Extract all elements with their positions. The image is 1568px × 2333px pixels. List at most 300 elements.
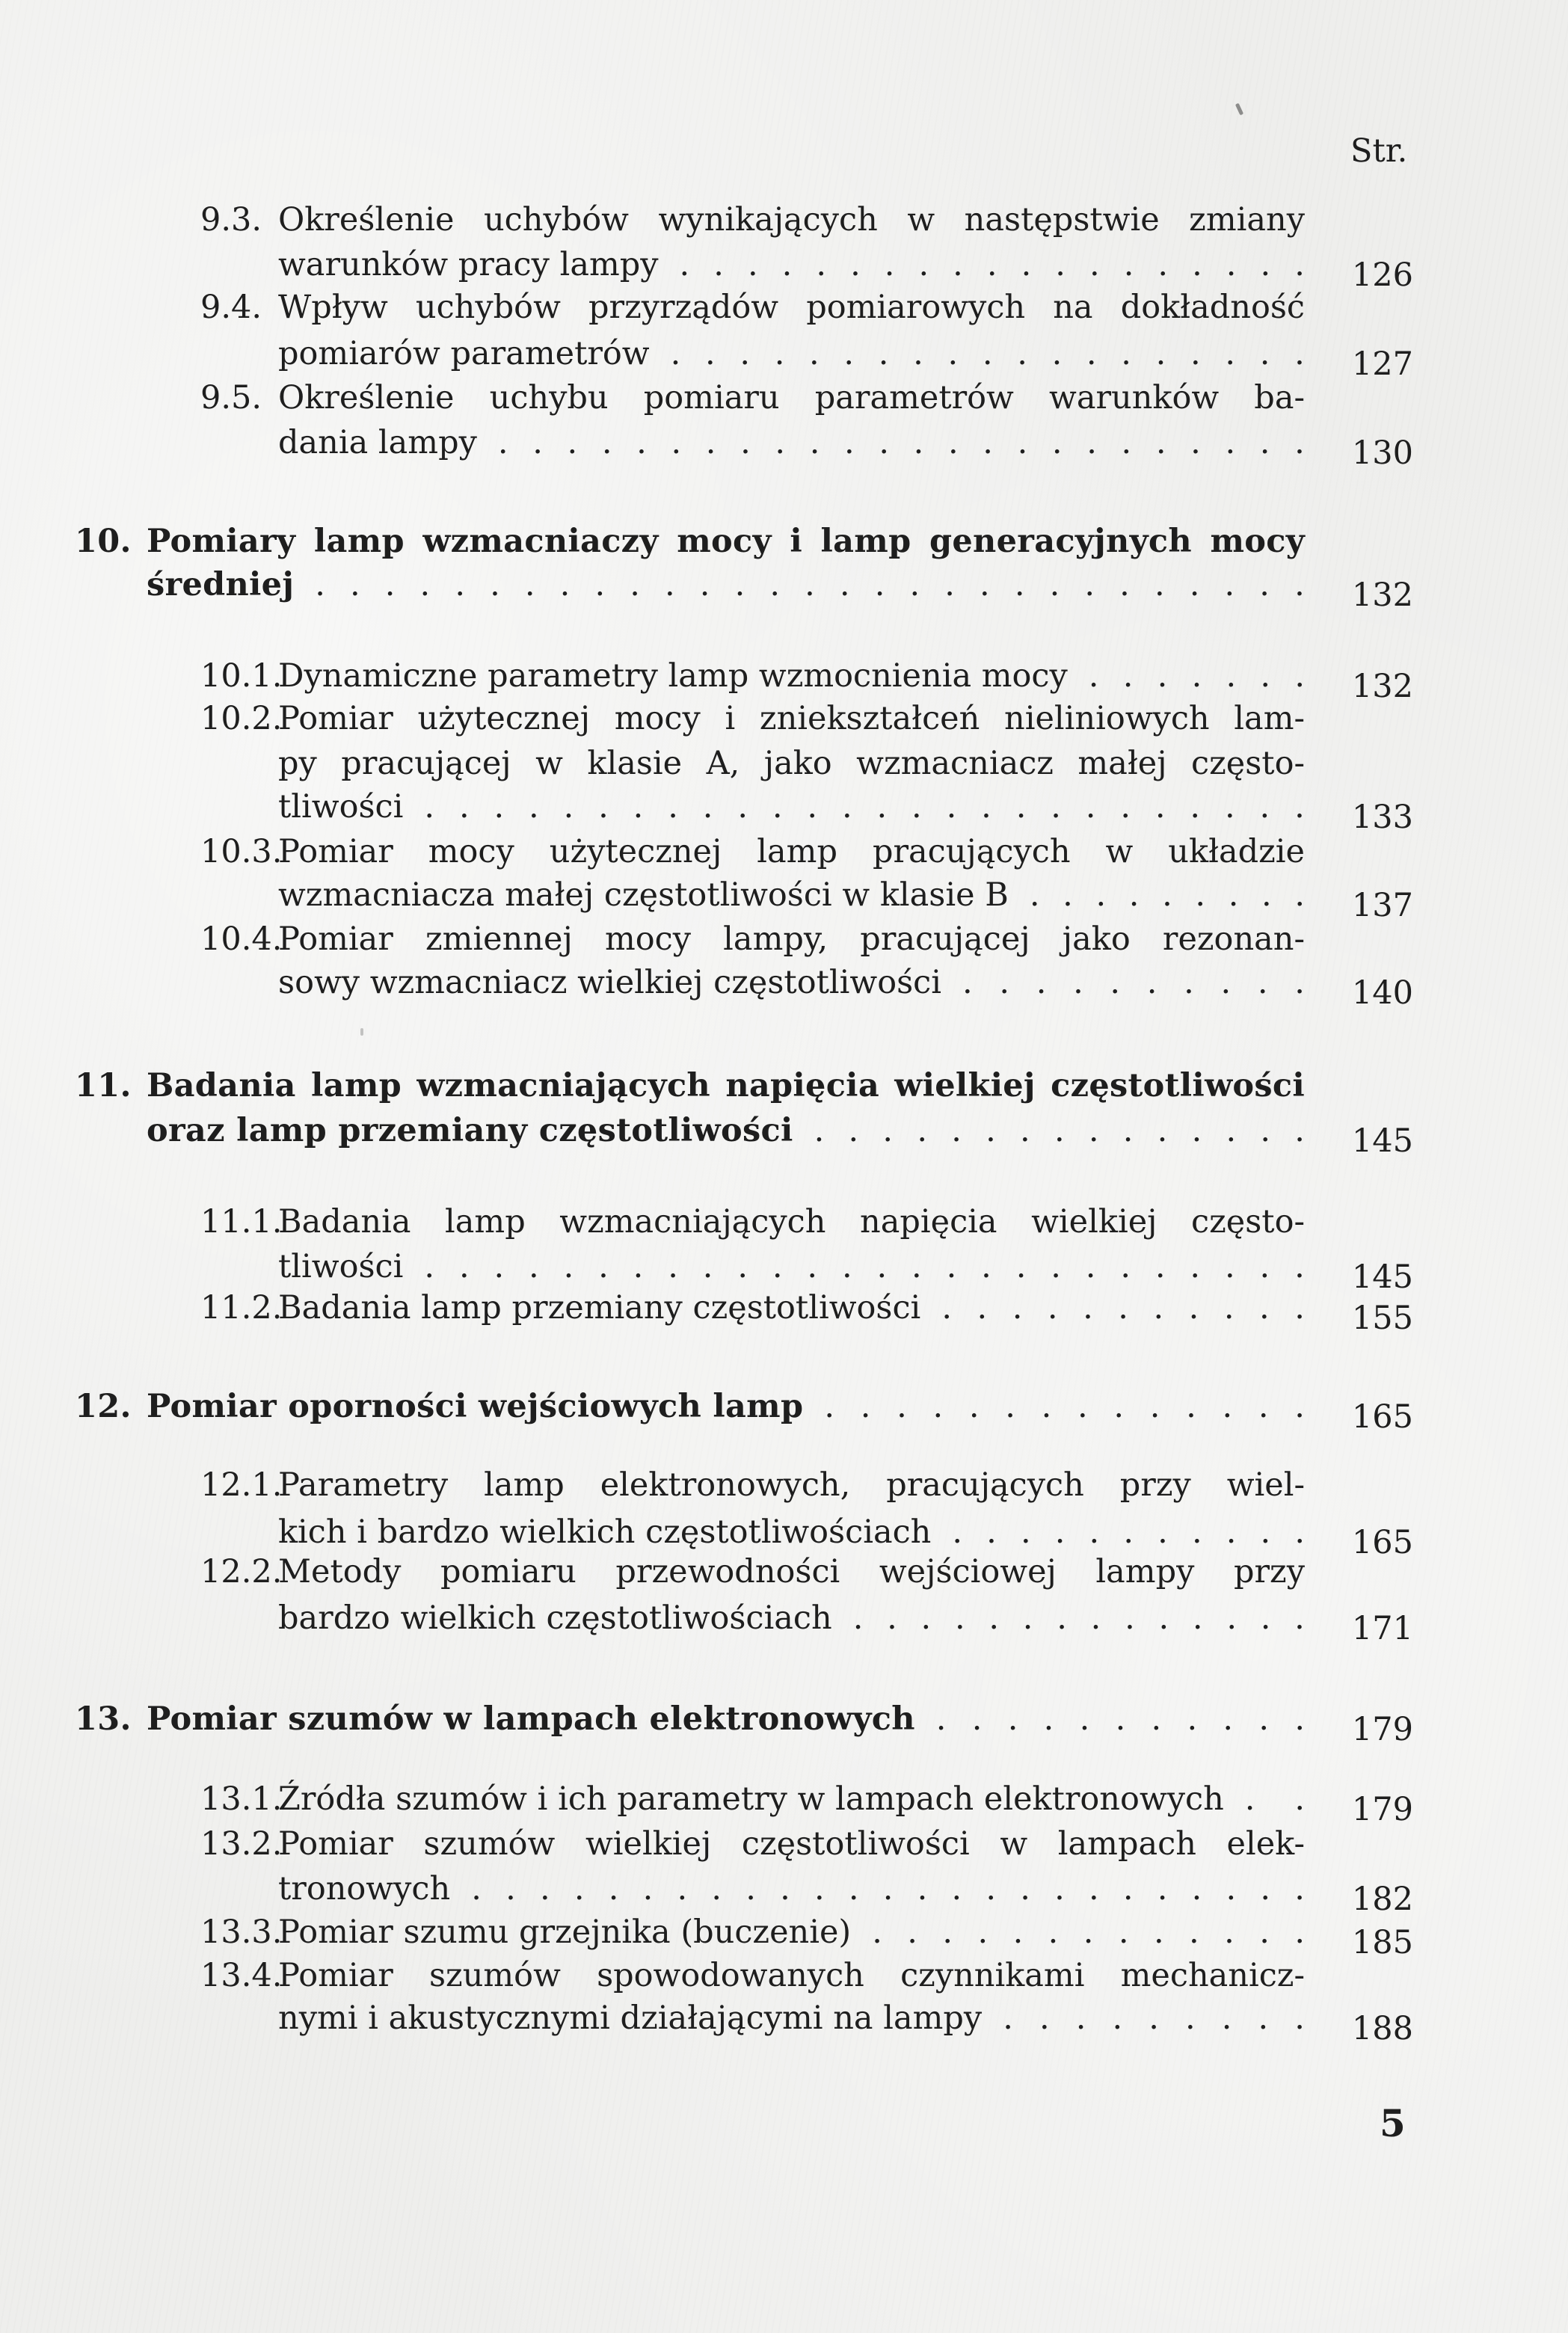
leader-dot: . bbox=[1294, 1513, 1305, 1551]
entry-number: 13.3. bbox=[200, 1914, 283, 1951]
leader-dot: . bbox=[1077, 1388, 1088, 1425]
leader-dot: . bbox=[772, 788, 783, 826]
leader-dot: . bbox=[1294, 424, 1305, 461]
entry-title-line: kich i bardzo wielkich częstotliwościach bbox=[278, 1513, 932, 1551]
leader-dot: . bbox=[1294, 1599, 1305, 1637]
leader-dot: . bbox=[1259, 1914, 1270, 1951]
leader-dot: . bbox=[1155, 335, 1166, 372]
leader-dot: . bbox=[1294, 1870, 1305, 1908]
leader-dot: . bbox=[932, 1388, 944, 1425]
leader-dot: . bbox=[1294, 788, 1305, 826]
leader-dot: . bbox=[874, 566, 885, 603]
entry-number: 10.1. bbox=[200, 657, 283, 695]
leader-dot: . bbox=[671, 424, 682, 461]
entry-title-line: Pomiar użytecznej mocy i zniekształceń nieliniowych lam- bbox=[278, 700, 1305, 737]
entry-title-line: Określenie uchybu pomiaru parametrów warunków ba- bbox=[278, 379, 1305, 417]
entry-number: 13.2. bbox=[200, 1825, 283, 1863]
leader-dots bbox=[824, 1388, 1305, 1425]
leader-dot: . bbox=[1258, 2000, 1269, 2037]
leader-dot: . bbox=[1260, 1513, 1271, 1551]
leader-dot: . bbox=[953, 246, 963, 283]
entry-title-line: sowy wzmacniacz wielkiej częstotliwości bbox=[278, 964, 941, 1001]
leader-dot: . bbox=[642, 1870, 654, 1908]
leader-dot: . bbox=[941, 1289, 952, 1327]
leader-dot: . bbox=[983, 424, 993, 461]
leader-dot: . bbox=[848, 1112, 859, 1149]
leader-dot: . bbox=[1294, 1248, 1305, 1285]
leader-dot: . bbox=[1088, 1870, 1099, 1908]
leader-dot: . bbox=[1003, 2000, 1013, 2037]
leader-dot: . bbox=[601, 424, 612, 461]
leader-dot: . bbox=[1226, 1112, 1237, 1149]
entry-title-line: bardzo wielkich częstotliwościach bbox=[278, 1599, 832, 1637]
leader-dot: . bbox=[598, 1248, 609, 1285]
leader-dot: . bbox=[1190, 335, 1201, 372]
entry-number: 10. bbox=[75, 523, 132, 560]
leader-dots bbox=[424, 1248, 1305, 1285]
leader-dot: . bbox=[1260, 246, 1271, 283]
leader-dot: . bbox=[1085, 788, 1096, 826]
entry-page-number[interactable]: 127 bbox=[1351, 345, 1413, 383]
leader-dot: . bbox=[1259, 1289, 1270, 1327]
leader-dot: . bbox=[1015, 788, 1027, 826]
leader-dot: . bbox=[1020, 1513, 1031, 1551]
leader-dot: . bbox=[668, 788, 678, 826]
leader-dots bbox=[1088, 657, 1305, 695]
leader-dot: . bbox=[1154, 566, 1165, 603]
leader-dot: . bbox=[1260, 1870, 1270, 1908]
leader-dot: . bbox=[315, 566, 325, 603]
entry-page-number[interactable]: 145 bbox=[1351, 1258, 1413, 1296]
leader-dot: . bbox=[1259, 424, 1270, 461]
leader-dot: . bbox=[841, 788, 852, 826]
entry-title-line: Parametry lamp elektronowych, pracujących przy wiel- bbox=[278, 1466, 1305, 1504]
leader-dot: . bbox=[633, 788, 644, 826]
leader-dot: . bbox=[1048, 1914, 1059, 1951]
leader-dots bbox=[315, 566, 1305, 603]
leader-dot: . bbox=[1029, 876, 1040, 914]
leader-dot: . bbox=[860, 1388, 871, 1425]
entry-title-line: tliwości bbox=[278, 1248, 404, 1285]
leader-dot: . bbox=[1224, 788, 1235, 826]
leader-dot: . bbox=[1055, 246, 1066, 283]
leader-dot: . bbox=[951, 1112, 962, 1149]
entry-page-number[interactable]: 130 bbox=[1351, 434, 1413, 472]
leader-dot: . bbox=[1259, 566, 1270, 603]
leader-dot: . bbox=[1041, 1388, 1052, 1425]
leader-dot: . bbox=[1258, 1388, 1269, 1425]
leader-dot: . bbox=[1157, 246, 1169, 283]
leader-dot: . bbox=[563, 788, 574, 826]
leader-dot: . bbox=[1015, 1248, 1027, 1285]
entry-title-line: tronowych bbox=[278, 1870, 451, 1908]
leader-dot: . bbox=[1294, 1914, 1305, 1951]
leader-dot: . bbox=[909, 566, 920, 603]
scan-speck bbox=[360, 1028, 363, 1036]
leader-dot: . bbox=[1261, 876, 1272, 914]
leader-dot: . bbox=[563, 1248, 574, 1285]
leader-dot: . bbox=[876, 788, 888, 826]
leader-dots bbox=[670, 335, 1305, 372]
leader-dot: . bbox=[1162, 876, 1172, 914]
entry-page-number[interactable]: 165 bbox=[1351, 1524, 1413, 1561]
leader-dot: . bbox=[809, 335, 820, 372]
leader-dot: . bbox=[944, 566, 955, 603]
leader-dot: . bbox=[971, 1700, 983, 1738]
leader-dot: . bbox=[1186, 1388, 1196, 1425]
leader-dot: . bbox=[1155, 788, 1166, 826]
leader-dot: . bbox=[1118, 1289, 1128, 1327]
leader-dot: . bbox=[774, 335, 785, 372]
leader-dots bbox=[814, 1112, 1305, 1149]
entry-number: 11.1. bbox=[200, 1203, 283, 1241]
leader-dot: . bbox=[1014, 566, 1025, 603]
leader-dot: . bbox=[1157, 657, 1168, 695]
leader-dot: . bbox=[917, 1112, 927, 1149]
entry-number: 9.3. bbox=[200, 201, 262, 239]
leader-dot: . bbox=[907, 1914, 917, 1951]
leader-dot: . bbox=[1191, 1870, 1202, 1908]
entry-page-number[interactable]: 155 bbox=[1351, 1300, 1413, 1337]
leader-dot: . bbox=[1089, 1513, 1100, 1551]
leader-dot: . bbox=[876, 1248, 888, 1285]
leader-dot: . bbox=[884, 246, 895, 283]
leader-dot: . bbox=[1022, 1599, 1033, 1637]
leader-dot: . bbox=[1223, 1289, 1235, 1327]
leader-dot: . bbox=[935, 1700, 947, 1738]
leader-dot: . bbox=[702, 1248, 713, 1285]
leader-dot: . bbox=[878, 335, 889, 372]
entry-title-line: Badania lamp wzmacniających napięcia wielkiej często- bbox=[278, 1203, 1305, 1241]
leader-dot: . bbox=[917, 1870, 928, 1908]
leader-dot: . bbox=[668, 1248, 678, 1285]
leader-dot: . bbox=[1224, 1248, 1235, 1285]
entry-page-number[interactable]: 126 bbox=[1351, 256, 1413, 294]
leader-dot: . bbox=[1085, 1248, 1096, 1285]
entry-number: 9.4. bbox=[200, 289, 262, 326]
leader-dot: . bbox=[567, 424, 578, 461]
leader-dot: . bbox=[942, 1914, 953, 1951]
leader-dot: . bbox=[781, 246, 793, 283]
leader-dot: . bbox=[1047, 1289, 1058, 1327]
leader-dot: . bbox=[1260, 657, 1271, 695]
leader-dot: . bbox=[1192, 246, 1202, 283]
leader-dot: . bbox=[1122, 657, 1134, 695]
leader-dots bbox=[941, 1289, 1305, 1327]
leader-dot: . bbox=[490, 566, 500, 603]
leader-dot: . bbox=[1189, 566, 1200, 603]
entry-number: 12. bbox=[75, 1388, 132, 1425]
leader-dot: . bbox=[1110, 964, 1121, 1001]
leader-dot: . bbox=[349, 566, 360, 603]
leader-dot: . bbox=[471, 1870, 482, 1908]
leader-dot: . bbox=[1260, 1112, 1271, 1149]
leader-dot: . bbox=[559, 566, 571, 603]
leader-dot: . bbox=[839, 566, 850, 603]
leader-dot: . bbox=[1017, 335, 1027, 372]
leader-dot: . bbox=[1294, 1780, 1305, 1818]
entry-page-number[interactable]: 165 bbox=[1351, 1398, 1413, 1436]
leader-dot: . bbox=[1153, 1914, 1164, 1951]
leader-dot: . bbox=[947, 335, 959, 372]
leader-dot: . bbox=[887, 1599, 897, 1637]
entry-page-number[interactable]: 185 bbox=[1351, 1924, 1413, 1961]
leader-dot: . bbox=[529, 1248, 539, 1285]
leader-dot: . bbox=[1223, 1700, 1234, 1738]
leader-dot: . bbox=[702, 788, 713, 826]
leader-dot: . bbox=[977, 1914, 989, 1951]
leader-dot: . bbox=[1021, 246, 1032, 283]
leader-dots bbox=[962, 964, 1305, 1001]
leader-dot: . bbox=[1157, 1870, 1168, 1908]
leader-dot: . bbox=[1151, 1700, 1162, 1738]
leader-dot: . bbox=[1184, 964, 1194, 1001]
leader-dot: . bbox=[1090, 1599, 1101, 1637]
entry-title-line: Pomiar mocy użytecznej lamp pracujących w układzie bbox=[278, 833, 1305, 870]
leader-dot: . bbox=[1225, 424, 1236, 461]
leader-dot: . bbox=[1146, 964, 1157, 1001]
entry-page-number[interactable]: 171 bbox=[1351, 1610, 1413, 1647]
leader-dot: . bbox=[1294, 657, 1305, 695]
leader-dot: . bbox=[1188, 1289, 1199, 1327]
leader-dot: . bbox=[1294, 876, 1305, 914]
leader-dot: . bbox=[713, 246, 724, 283]
leader-dot: . bbox=[1020, 1112, 1030, 1149]
leader-dot: . bbox=[598, 788, 609, 826]
leader-dot: . bbox=[897, 1388, 907, 1425]
leader-dot: . bbox=[574, 1870, 585, 1908]
leader-dot: . bbox=[775, 424, 786, 461]
entry-page-number[interactable]: 182 bbox=[1351, 1881, 1413, 1918]
leader-dot: . bbox=[384, 566, 396, 603]
leader-dot: . bbox=[1294, 335, 1305, 372]
leader-dot: . bbox=[1120, 1248, 1131, 1285]
leader-dot: . bbox=[633, 1248, 644, 1285]
entry-title-line: Pomiar szumów spowodowanych czynnikami mechanicz- bbox=[278, 1957, 1305, 1994]
leader-dot: . bbox=[807, 1248, 818, 1285]
leader-dot: . bbox=[1051, 1248, 1061, 1285]
leader-dot: . bbox=[1020, 1870, 1030, 1908]
leader-dot: . bbox=[986, 1513, 997, 1551]
page-number: 5 bbox=[1380, 2101, 1406, 2145]
leader-dot: . bbox=[816, 246, 827, 283]
leader-dot: . bbox=[986, 246, 997, 283]
leader-dot: . bbox=[737, 1248, 748, 1285]
leader-dot: . bbox=[1063, 876, 1073, 914]
leader-dot: . bbox=[1155, 424, 1166, 461]
leader-dot: . bbox=[1226, 1870, 1237, 1908]
leader-dots bbox=[872, 1916, 1305, 1949]
leader-dot: . bbox=[1122, 1870, 1134, 1908]
leader-dot: . bbox=[1192, 1599, 1203, 1637]
leader-dot: . bbox=[630, 566, 640, 603]
entry-title-line: Badania lamp przemiany częstotliwości bbox=[278, 1289, 921, 1327]
leader-dot: . bbox=[1294, 1289, 1305, 1327]
entry-title-line: Pomiar szumów w lampach elektronowych bbox=[147, 1700, 915, 1738]
leader-dot: . bbox=[1244, 1780, 1255, 1818]
leader-dot: . bbox=[532, 424, 543, 461]
leader-dot: . bbox=[920, 1599, 932, 1637]
leader-dot: . bbox=[1012, 1914, 1024, 1951]
leader-dot: . bbox=[1086, 335, 1097, 372]
leader-dot: . bbox=[679, 246, 690, 283]
leader-dot: . bbox=[677, 1870, 688, 1908]
leader-dot: . bbox=[1123, 246, 1134, 283]
leader-dot: . bbox=[1113, 1388, 1124, 1425]
leader-dot: . bbox=[419, 566, 431, 603]
leader-dot: . bbox=[1122, 1112, 1134, 1149]
leader-dot: . bbox=[769, 566, 781, 603]
entry-page-number[interactable]: 137 bbox=[1351, 887, 1413, 924]
entry-page-number[interactable]: 179 bbox=[1351, 1711, 1413, 1748]
leader-dot: . bbox=[952, 1513, 963, 1551]
leader-dot: . bbox=[505, 1870, 516, 1908]
leader-dots bbox=[935, 1700, 1305, 1738]
leader-dot: . bbox=[879, 424, 890, 461]
leader-dot: . bbox=[1051, 335, 1063, 372]
leader-dot: . bbox=[1123, 1513, 1134, 1551]
entry-title-line: średniej bbox=[147, 566, 295, 603]
leader-dot: . bbox=[1191, 1112, 1202, 1149]
leader-dot: . bbox=[1294, 1388, 1305, 1425]
entry-page-number[interactable]: 145 bbox=[1351, 1122, 1413, 1160]
entry-title-line: nymi i akustycznymi działającymi na lampy bbox=[278, 2000, 983, 2037]
leader-dot: . bbox=[497, 424, 508, 461]
leader-dot: . bbox=[1224, 566, 1235, 603]
leader-dot: . bbox=[980, 566, 990, 603]
leader-dot: . bbox=[1149, 2000, 1159, 2037]
leader-dot: . bbox=[913, 335, 923, 372]
leader-dot: . bbox=[1089, 246, 1100, 283]
leader-dot: . bbox=[989, 1599, 1000, 1637]
leader-dot: . bbox=[1149, 1388, 1160, 1425]
leader-dot: . bbox=[947, 424, 959, 461]
leader-dot: . bbox=[740, 335, 750, 372]
leader-dot: . bbox=[951, 1870, 962, 1908]
leader-dot: . bbox=[704, 335, 716, 372]
leader-dot: . bbox=[882, 1112, 894, 1149]
leader-dot: . bbox=[1191, 657, 1202, 695]
leader-dot: . bbox=[999, 964, 1010, 1001]
leader-dot: . bbox=[424, 1248, 435, 1285]
leader-dot: . bbox=[1118, 1914, 1129, 1951]
leader-dot: . bbox=[1049, 566, 1060, 603]
entry-title-line: py pracującej w klasie A, jako wzmacniacz małej często- bbox=[278, 745, 1305, 782]
leader-dots bbox=[424, 788, 1305, 826]
entry-number: 12.2. bbox=[200, 1553, 283, 1590]
leader-dot: . bbox=[665, 566, 675, 603]
leader-dot: . bbox=[737, 788, 748, 826]
leader-dot: . bbox=[1220, 964, 1232, 1001]
entry-page-number[interactable]: 140 bbox=[1351, 974, 1413, 1012]
leader-dot: . bbox=[986, 1870, 996, 1908]
entry-title-line: oraz lamp przemiany częstotliwości bbox=[147, 1112, 793, 1149]
leader-dot: . bbox=[1119, 566, 1130, 603]
leader-dot: . bbox=[850, 246, 861, 283]
leader-dot: . bbox=[946, 1248, 957, 1285]
leader-dot: . bbox=[1259, 788, 1270, 826]
leader-dot: . bbox=[1075, 2000, 1086, 2037]
leader-dot: . bbox=[1073, 964, 1083, 1001]
leader-dot: . bbox=[1258, 1700, 1270, 1738]
leader-dot: . bbox=[1088, 657, 1099, 695]
scan-speck bbox=[1235, 103, 1243, 116]
leader-dot: . bbox=[539, 1870, 550, 1908]
leader-dots bbox=[852, 1599, 1305, 1637]
leader-dot: . bbox=[1226, 246, 1237, 283]
leader-dot: . bbox=[1190, 1248, 1201, 1285]
entry-number: 10.4. bbox=[200, 920, 283, 958]
leader-dot: . bbox=[918, 246, 929, 283]
leader-dot: . bbox=[814, 1870, 825, 1908]
entry-page-number[interactable]: 188 bbox=[1351, 2010, 1413, 2047]
leader-dot: . bbox=[1257, 964, 1268, 1001]
leader-dot: . bbox=[1095, 876, 1107, 914]
entry-page-number[interactable]: 132 bbox=[1351, 577, 1413, 614]
leader-dot: . bbox=[1054, 1870, 1065, 1908]
leader-dot: . bbox=[455, 566, 465, 603]
leader-dot: . bbox=[1294, 246, 1305, 283]
leader-dot: . bbox=[1157, 1513, 1168, 1551]
leader-dot: . bbox=[841, 1248, 852, 1285]
leader-dots bbox=[952, 1513, 1305, 1551]
leader-dot: . bbox=[1228, 876, 1239, 914]
leader-dots bbox=[1003, 2002, 1305, 2035]
leader-dot: . bbox=[968, 1388, 980, 1425]
leader-dot: . bbox=[670, 335, 681, 372]
leader-dot: . bbox=[1121, 424, 1132, 461]
leader-dot: . bbox=[772, 1248, 783, 1285]
leader-dot: . bbox=[977, 1289, 988, 1327]
entry-title-line: Badania lamp wzmacniających napięcia wielkiej częstotliwości bbox=[147, 1067, 1305, 1104]
entry-title-line: dania lampy bbox=[278, 424, 477, 461]
leader-dot: . bbox=[1260, 1599, 1271, 1637]
leader-dot: . bbox=[494, 1248, 505, 1285]
leader-dot: . bbox=[1012, 1289, 1023, 1327]
leader-dot: . bbox=[1224, 1914, 1235, 1951]
entry-page-number[interactable]: 132 bbox=[1351, 668, 1413, 705]
leader-dot: . bbox=[1225, 335, 1236, 372]
leader-dot: . bbox=[1157, 1112, 1168, 1149]
leader-dot: . bbox=[1083, 1289, 1093, 1327]
leader-dot: . bbox=[1259, 1248, 1270, 1285]
entry-page-number[interactable]: 179 bbox=[1351, 1791, 1413, 1828]
leader-dot: . bbox=[636, 424, 647, 461]
leader-dot: . bbox=[1226, 1599, 1237, 1637]
entry-title-line: Dynamiczne parametry lamp wzmocnienia mocy bbox=[278, 657, 1068, 695]
leader-dot: . bbox=[882, 1870, 894, 1908]
leader-dots bbox=[679, 246, 1305, 283]
leader-dot: . bbox=[705, 424, 716, 461]
leader-dot: . bbox=[608, 1870, 619, 1908]
leader-dot: . bbox=[824, 1388, 834, 1425]
leader-dot: . bbox=[911, 1248, 922, 1285]
leader-dot: . bbox=[1051, 788, 1061, 826]
leader-dot: . bbox=[1121, 335, 1131, 372]
leader-dot: . bbox=[986, 1112, 996, 1149]
leader-dot: . bbox=[981, 788, 991, 826]
leader-dot: . bbox=[745, 1870, 756, 1908]
leader-dot: . bbox=[1226, 1513, 1237, 1551]
leader-dot: . bbox=[1007, 1700, 1018, 1738]
page-column-label: Str. bbox=[1350, 132, 1408, 170]
leader-dot: . bbox=[843, 335, 855, 372]
leader-dot: . bbox=[1057, 1599, 1067, 1637]
leader-dot: . bbox=[1120, 788, 1131, 826]
entry-page-number[interactable]: 133 bbox=[1351, 799, 1413, 836]
leader-dot: . bbox=[805, 566, 815, 603]
leader-dots bbox=[497, 424, 1305, 461]
